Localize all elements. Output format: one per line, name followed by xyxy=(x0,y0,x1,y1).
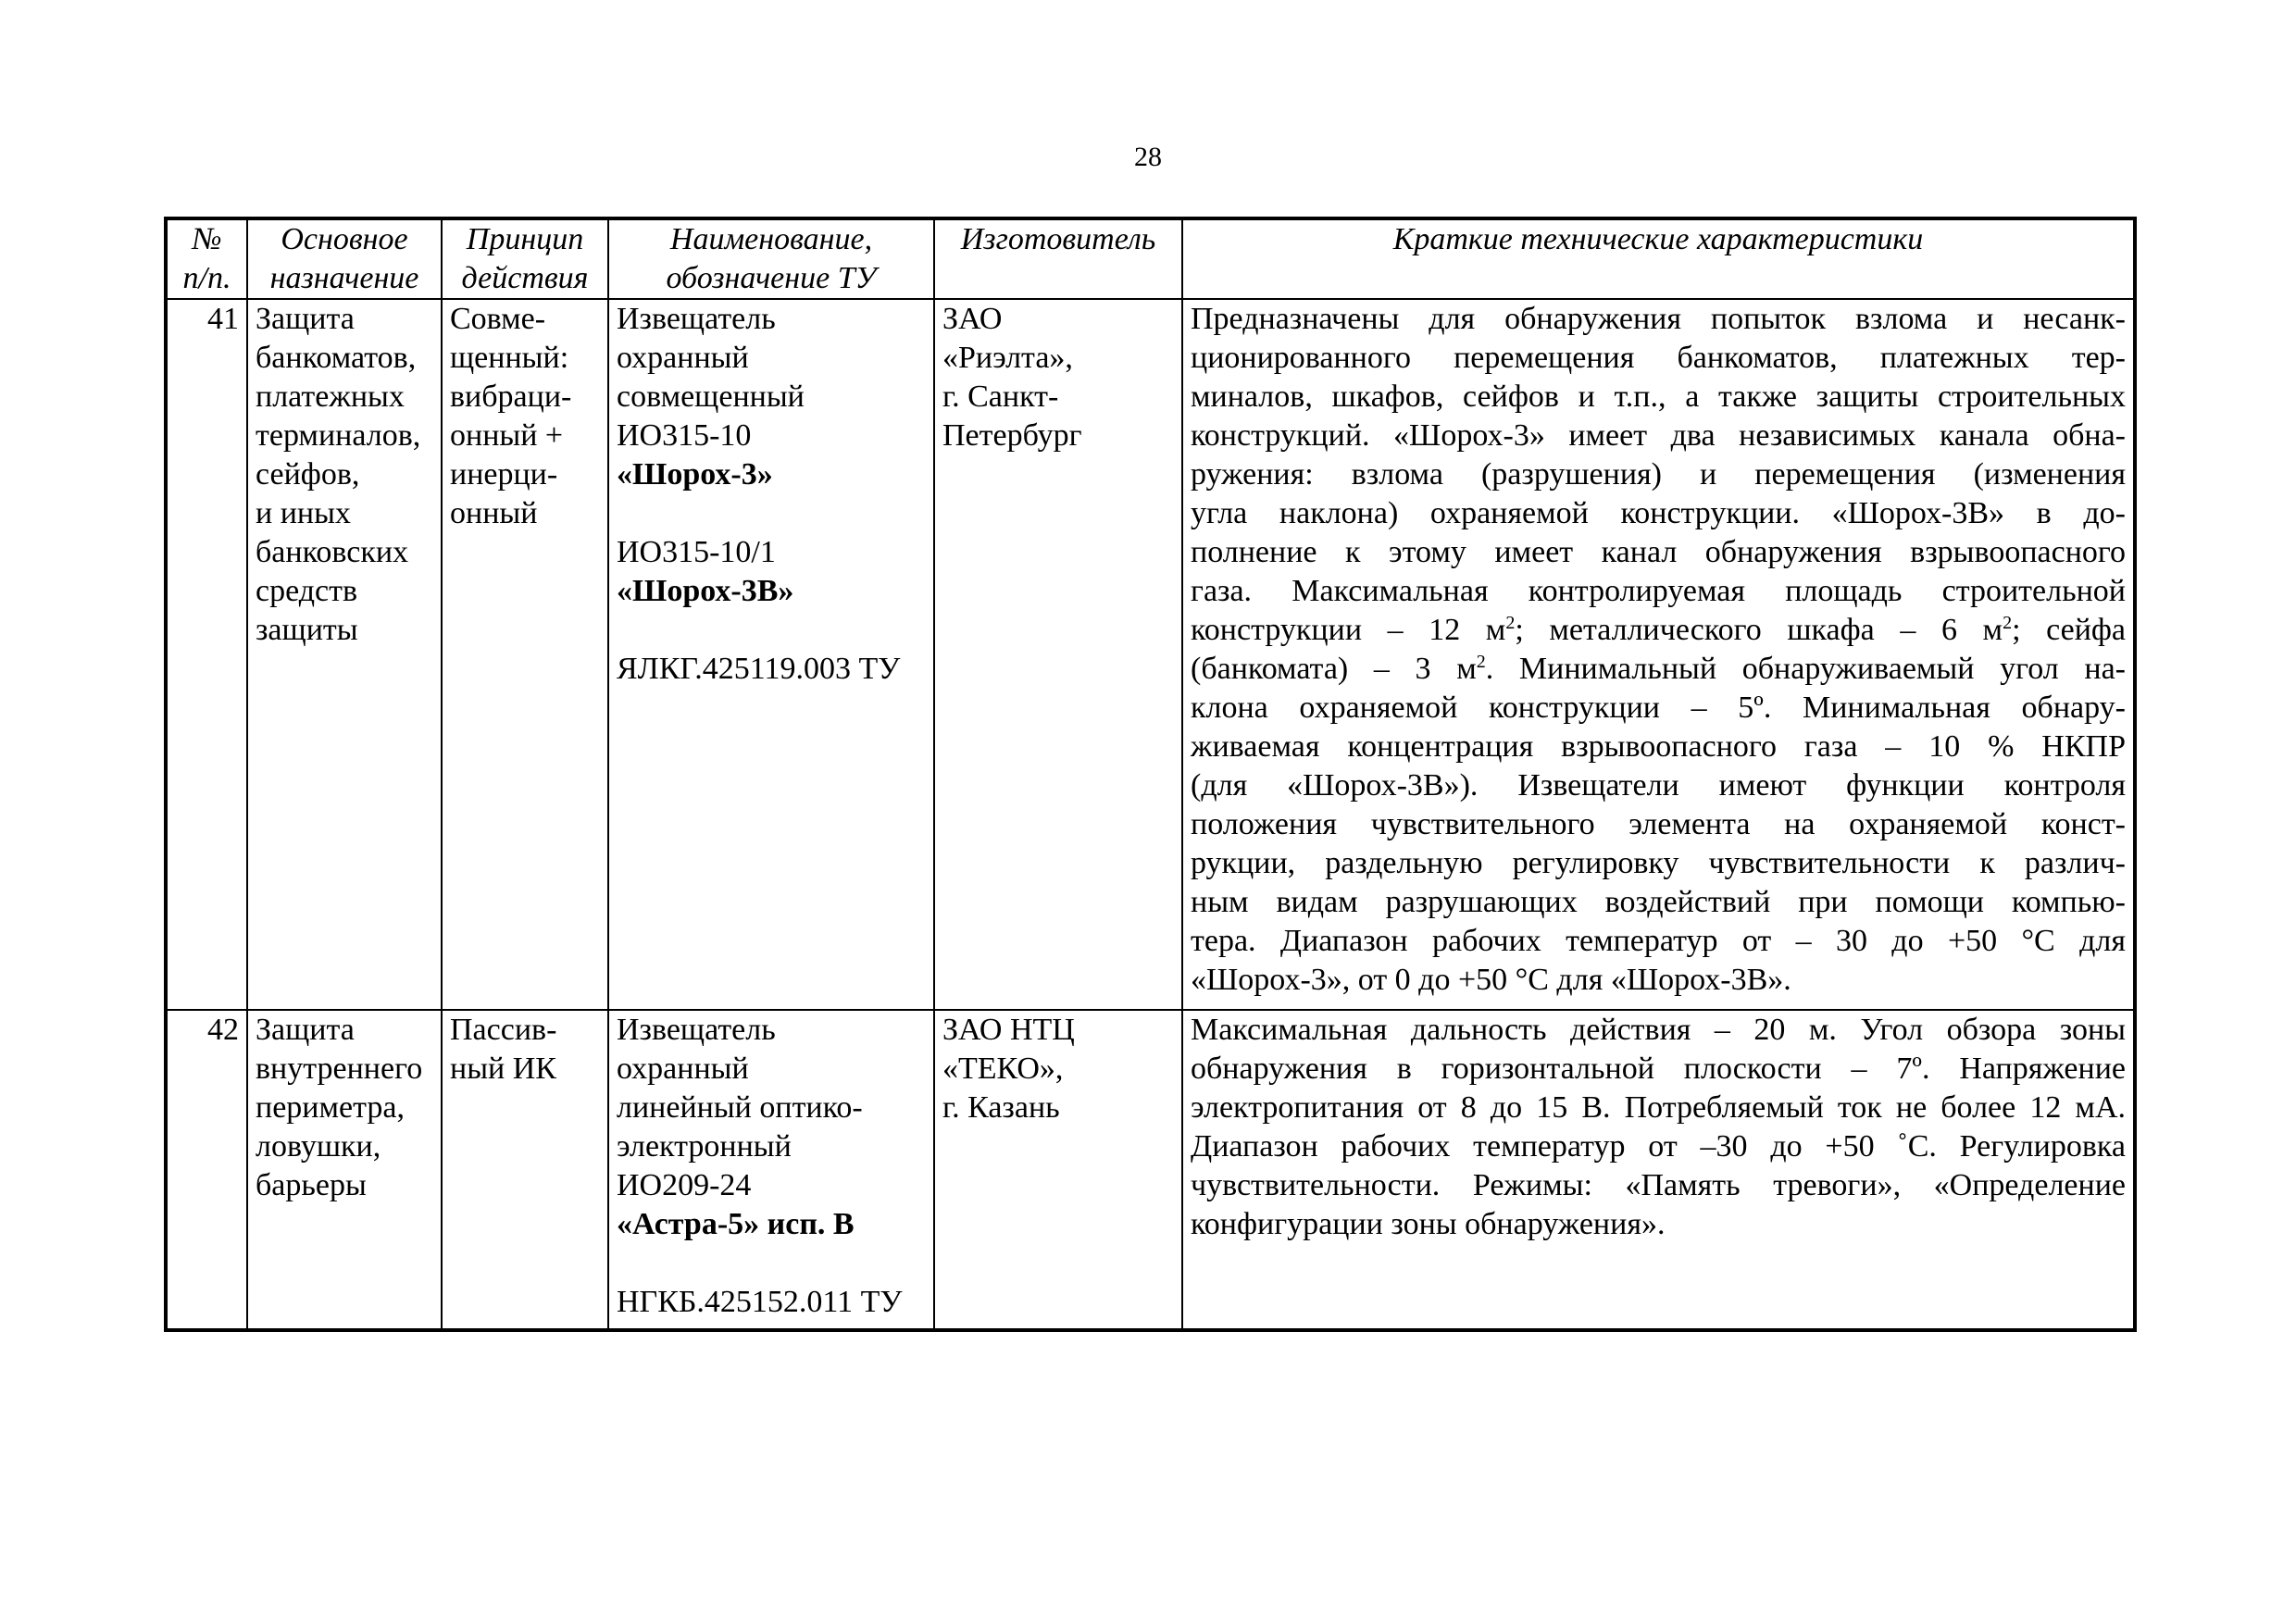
header-purpose: Основное назначение xyxy=(247,218,442,299)
name-cell: Извещатель охранный линейный оптико- электронный ИО209-24 «Астра-5» исп. В НГКБ.425152.011 ТУ xyxy=(608,1010,934,1330)
maker-cell: ЗАО НТЦ «ТЕКО», г. Казань xyxy=(934,1010,1182,1330)
specs-cell: Максимальная дальность действия – 20 м. Угол обзора зоны обнаружения в горизонтальной плоскости – 7º. Напряжение электропитания от 8 до 15 В. Потребляемый ток не более 12 мА. Диапазон рабочих температур от –30 до +50 ˚С. Регулировка чувствительности. Режимы: «Память тревоги», «Определение конфигурации зоны обнаружения». xyxy=(1182,1010,2135,1330)
model-name: «Астра-5» исп. В xyxy=(617,1207,855,1241)
model-name: «Шорох-3» xyxy=(617,457,773,492)
row-number: 41 xyxy=(166,299,247,1010)
header-principle: Принцип действия xyxy=(442,218,608,299)
tu-designation: ЯЛКГ.425119.003 ТУ xyxy=(617,652,901,686)
maker-cell: ЗАО «Риэлта», г. Санкт- Петербург xyxy=(934,299,1182,1010)
purpose-cell: Защита внутреннего периметра, ловушки, барьеры xyxy=(247,1010,442,1330)
header-specs: Краткие технические характеристики xyxy=(1182,218,2135,299)
tu-designation: НГКБ.425152.011 ТУ xyxy=(617,1285,903,1319)
principle-cell: Совме- щенный: вибраци- онный + инерци- онный xyxy=(442,299,608,1010)
model-name: «Шорох-3В» xyxy=(617,574,794,608)
header-num: № п/п. xyxy=(166,218,247,299)
table-header-row xyxy=(166,218,2135,299)
equipment-table xyxy=(164,217,2137,1332)
purpose-cell: Защита банкоматов, платежных терминалов, сейфов, и иных банковских средств защиты xyxy=(247,299,442,1010)
table-row xyxy=(166,1010,2135,1330)
page-number: 28 xyxy=(1134,142,1162,172)
header-name: Наименование, обозначение ТУ xyxy=(608,218,934,299)
table-row xyxy=(166,299,2135,1010)
row-number: 42 xyxy=(166,1010,247,1330)
header-maker: Изготовитель xyxy=(934,218,1182,299)
name-cell: Извещатель охранный совмещенный ИО315-10 «Шорох-3» ИО315-10/1 «Шорох-3В» ЯЛКГ.425119.003 ТУ xyxy=(608,299,934,1010)
specs-cell: Предназначены для обнаружения попыток взлома и несанк- ционированного перемещения банкоматов, платежных тер- миналов, шкафов, сейфов и т.п., а также защиты строительных конструкций. «Шорох-3» имеет два независимых канала обна- ружения: взлома (разрушения) и перемещения (изменения угла наклона) охраняемой конструкции. «Шорох-3В» в до- полнение к этому имеет канал обнаружения взрывоопасного газа. Максимальная контролируемая площадь строительной конструкции – 12 $м^2$; металлического шкафа – 6 $м^2$; сейфа (банкомата) – 3 $м^2$. Минимальный обнаруживаемый угол на- клона охраняемой конструкции – 5º. Минимальная обнару- живаемая концентрация взрывоопасного газа – 10 % НКПР (для «Шорох-3В»). Извещатели имеют функции контроля положения чувствительного элемента на охраняемой конст- рукции, раздельную регулировку чувствительности к различ- ным видам разрушающих воздействий при помощи компью- тера. Диапазон рабочих температур от – 30 до +50 °С для «Шорох-3», от 0 до +50 °С для «Шорох-3В». xyxy=(1182,299,2135,1010)
principle-cell: Пассив- ный ИК xyxy=(442,1010,608,1330)
